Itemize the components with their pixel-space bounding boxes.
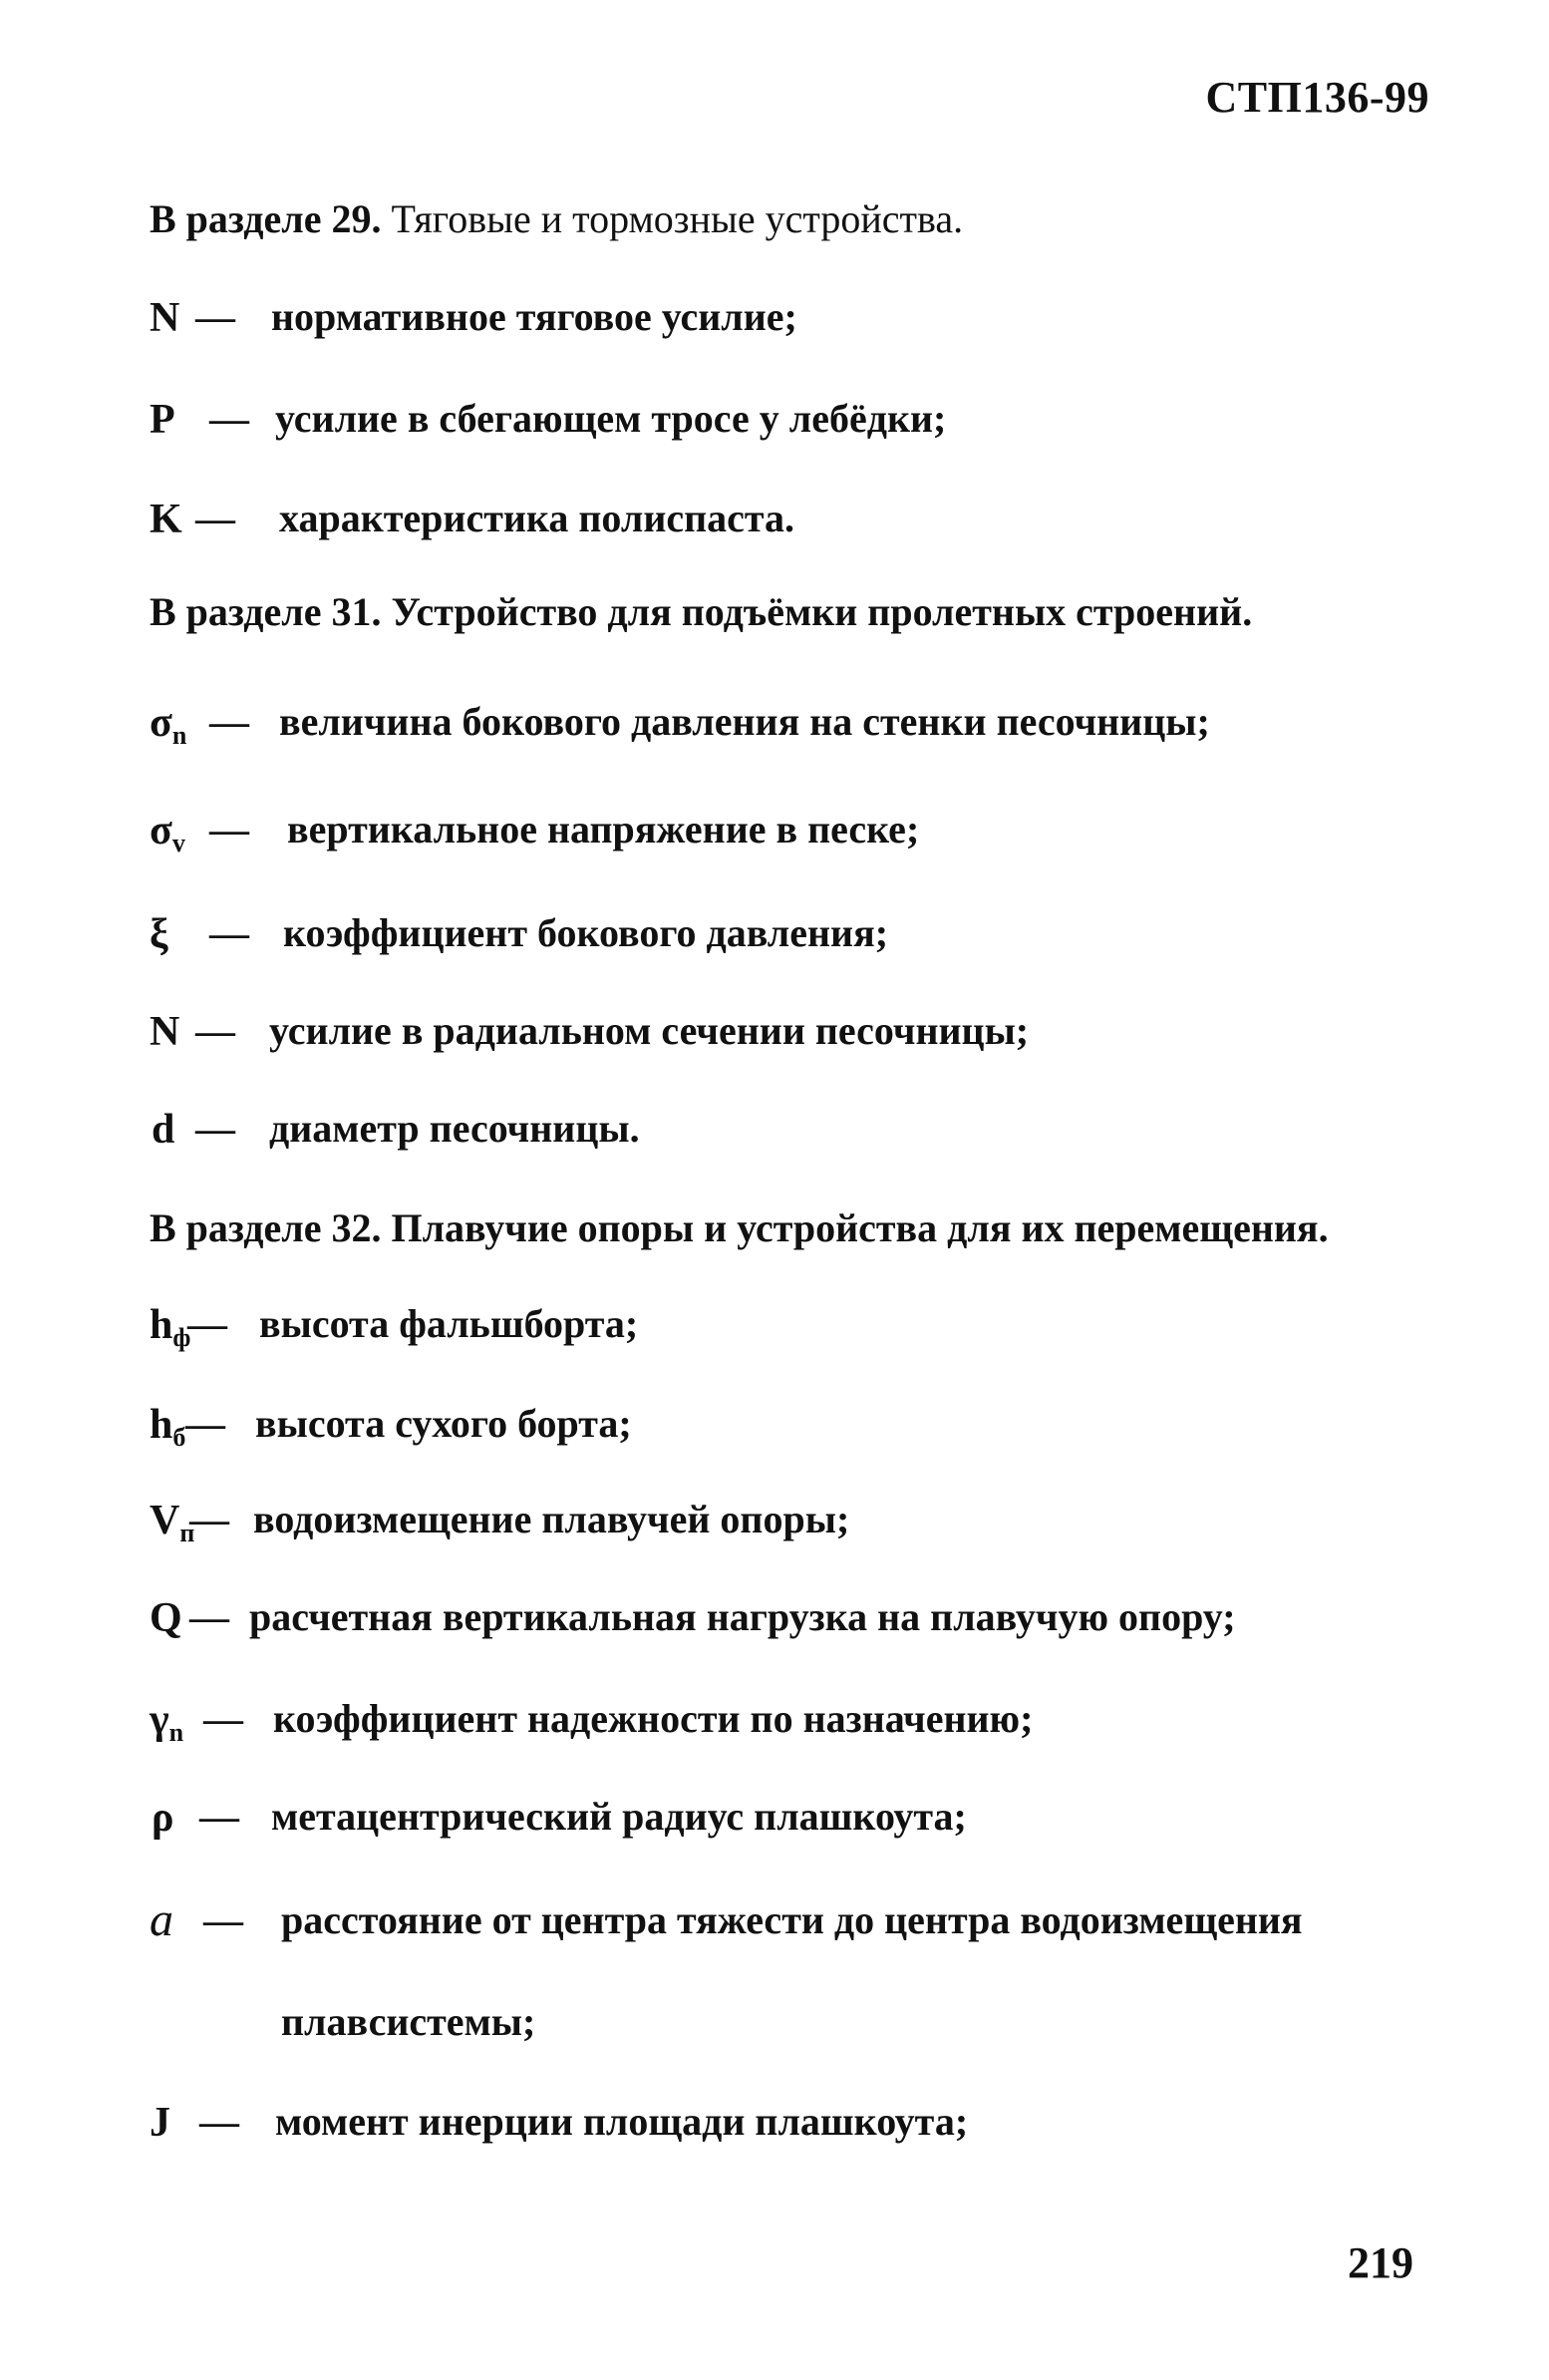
definition-text: вертикальное напряжение в песке;	[287, 807, 920, 851]
dash: —	[189, 1594, 229, 1639]
dash: —	[209, 699, 249, 744]
symbol-K: K	[150, 497, 182, 542]
definition-text: нормативное тяговое усилие;	[271, 294, 797, 339]
dash: —	[195, 496, 235, 540]
definition-text: момент инерции площади плашкоута;	[275, 2099, 969, 2144]
symbol-Q: Q	[150, 1595, 182, 1641]
symbol-N-traction: N	[150, 295, 180, 341]
symbol-h-f: $h_ф$	[150, 1302, 191, 1352]
symbol-V-p: $V_п$	[150, 1498, 195, 1547]
symbol-h-b: $h_б$	[150, 1402, 186, 1452]
section-31-heading	[150, 589, 1253, 634]
definition-text: высота фальшборта;	[259, 1301, 639, 1346]
symbol-N-radial: N	[150, 1009, 180, 1055]
section-31-label: В разделе 31.	[150, 589, 382, 634]
definition-text: метацентрический радиус плашкоута;	[271, 1794, 967, 1839]
dash: —	[199, 1794, 239, 1839]
definition-text: величина бокового давления на стенки песочницы;	[279, 699, 1210, 744]
dash: —	[209, 396, 249, 441]
symbol-rho: ρ	[152, 1795, 174, 1841]
section-32-label: В разделе 32.	[150, 1205, 382, 1250]
symbol-d: d	[152, 1107, 175, 1153]
dash: —	[195, 294, 235, 339]
dash: —	[209, 910, 249, 955]
symbol-a: a	[150, 1893, 173, 1946]
dash: —	[209, 807, 249, 851]
definition-text: высота сухого борта;	[255, 1401, 632, 1446]
symbol-sigma-n: $\sigma_n$	[150, 700, 187, 750]
definition-text: коэффициент бокового давления;	[283, 910, 889, 955]
dash: —	[203, 1897, 243, 1942]
definition-text: характеристика полиспаста.	[279, 496, 795, 540]
document-code: СТП136-99	[1205, 73, 1429, 122]
definition-text: коэффициент надежности по назначению;	[273, 1696, 1034, 1741]
page-number: 219	[1348, 2238, 1413, 2287]
section-32-heading	[150, 1205, 1329, 1250]
symbol-P: P	[150, 397, 175, 443]
symbol-sigma-v: $\sigma_v$	[150, 808, 185, 857]
definition-text: усилие в сбегающем тросе у лебёдки;	[275, 396, 947, 441]
definition-text: диаметр песочницы.	[269, 1106, 640, 1151]
dash: —	[187, 1301, 227, 1346]
symbol-J: J	[150, 2100, 170, 2146]
section-31-title: Устройство для подъёмки пролетных строений.	[391, 589, 1253, 634]
section-32-title: Плавучие опоры и устройства для их перемещения.	[391, 1205, 1329, 1250]
definition-text: водоизмещение плавучей опоры;	[253, 1497, 850, 1541]
dash: —	[189, 1497, 229, 1541]
definition-text: расчетная вертикальная нагрузка на плавучую опору;	[249, 1594, 1236, 1639]
symbol-xi: ξ	[150, 911, 168, 957]
dash: —	[203, 1696, 243, 1741]
symbol-gamma-n: $\gamma_n$	[150, 1697, 184, 1747]
definition-text: усилие в радиальном сечении песочницы;	[269, 1008, 1030, 1053]
dash: —	[195, 1106, 235, 1151]
definition-text-continuation: плавсистемы;	[281, 1999, 536, 2044]
section-29-title: Тяговые и тормозные устройства.	[391, 196, 964, 241]
definition-text: расстояние от центра тяжести до центра водоизмещения	[281, 1897, 1303, 1942]
dash: —	[185, 1401, 225, 1446]
section-29-label: В разделе 29.	[150, 196, 382, 241]
section-29-heading	[150, 196, 964, 241]
dash: —	[199, 2099, 239, 2144]
dash: —	[195, 1008, 235, 1053]
